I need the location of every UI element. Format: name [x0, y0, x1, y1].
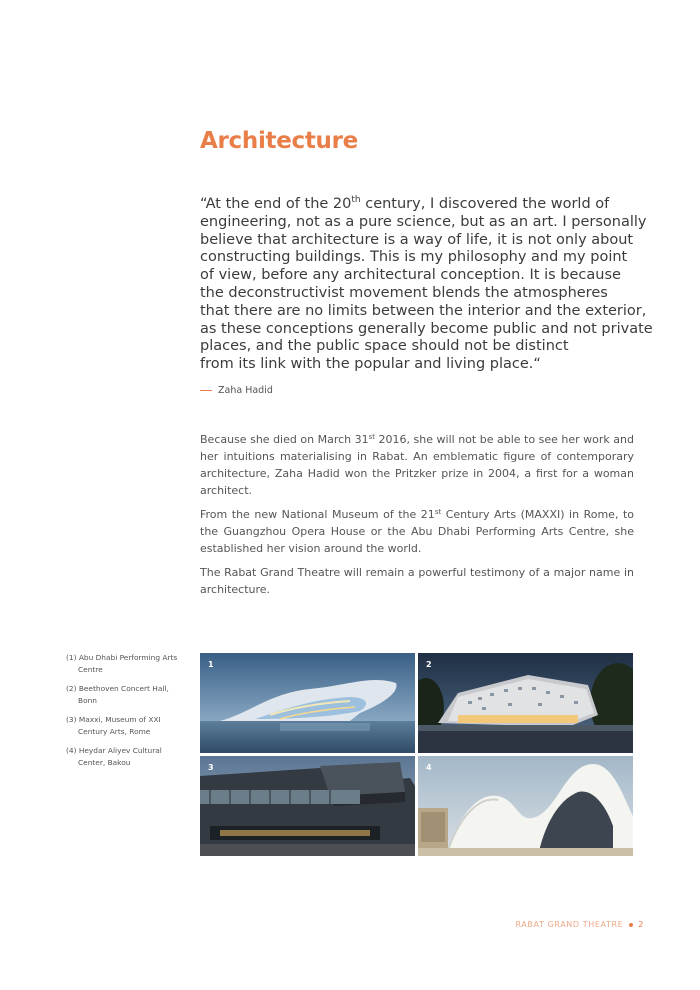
quote-line: “At the end of the 20th century, I discovered the world of — [200, 195, 610, 212]
quote-line: places, and the public space should not be distinct — [200, 338, 569, 355]
quote-line: constructing buildings. This is my philosophy and my point — [200, 249, 628, 266]
page-number: 2 — [638, 920, 644, 929]
footer-label: RABAT GRAND THEATRE — [515, 920, 624, 929]
photo-heydar-aliyev — [418, 756, 633, 856]
photo-beethoven-hall — [418, 653, 633, 753]
photo-abu-dhabi — [200, 653, 415, 753]
paragraph: The Rabat Grand Theatre will remain a powerful testimony of a major name in architecture. — [200, 566, 634, 596]
caption-item: (1) Abu Dhabi Performing Arts Centre — [66, 653, 178, 674]
quote-line: engineering, not as a pure science, but as an art. I personally — [200, 213, 647, 230]
quote-line: of view, before any architectural conception. It is because — [200, 267, 621, 284]
quote-author: Zaha Hadid — [218, 385, 273, 396]
quote-line: believe that architecture is a way of life, it is not only about — [200, 231, 634, 248]
photo-number: 2 — [426, 660, 432, 669]
quote-attribution — [200, 385, 273, 396]
photo-number: 4 — [426, 763, 432, 772]
attribution-dash — [200, 390, 212, 392]
quote-line: from its link with the popular and living place.“ — [200, 356, 541, 373]
photo-number: 1 — [208, 660, 214, 669]
page-title: Architecture — [200, 128, 358, 154]
photo-number: 3 — [208, 763, 214, 772]
body-text — [200, 431, 634, 605]
photo-captions — [66, 652, 178, 776]
bullet-icon — [629, 923, 633, 927]
quote-block — [200, 195, 653, 374]
photo-maxxi — [200, 756, 415, 856]
caption-item: (3) Maxxi, Museum of XXI Century Arts, Rome — [66, 715, 161, 736]
quote-line: as these conceptions generally become public and not private — [200, 320, 653, 337]
caption-item: (2) Beethoven Concert Hall, Bonn — [66, 684, 169, 705]
quote-line: that there are no limits between the interior and the exterior, — [200, 302, 647, 319]
quote-line: the deconstructivist movement blends the atmospheres — [200, 284, 608, 301]
caption-item: (4) Heydar Aliyev Cultural Center, Bakou — [66, 746, 162, 767]
paragraph: From the new National Museum of the 21st Century Arts (MAXXI) in Rome, to the Guangzhou Opera House or the Abu Dhabi Performing Arts Centre, she established her vision around the world. — [200, 508, 634, 555]
page-footer — [516, 920, 644, 929]
paragraph: Because she died on March 31st 2016, she will not be able to see her work and her intuitions materialising in Rabat. An emblematic figure of contemporary architecture, Zaha Hadid won the Pritzker prize in 2004, a first for a woman architect. — [200, 433, 634, 497]
